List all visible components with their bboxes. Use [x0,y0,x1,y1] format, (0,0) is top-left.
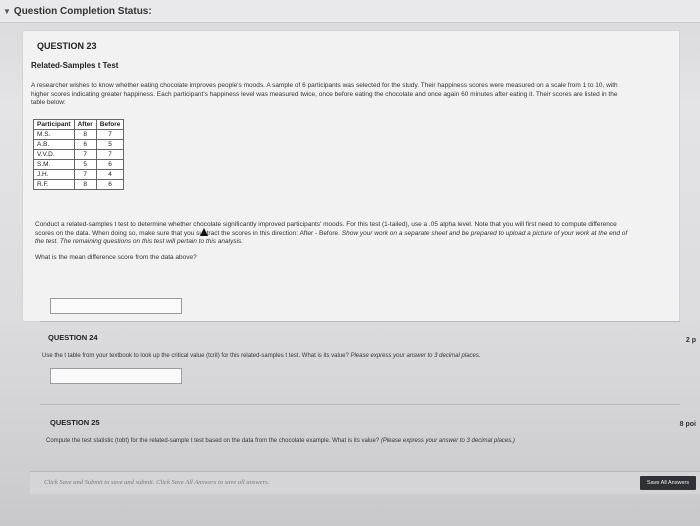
question-24-title: QUESTION 24 [48,333,98,342]
after-cell: 5 [74,160,96,170]
question-24-block [40,333,680,360]
question-23-instructions [35,221,635,247]
table-header: After [74,120,96,130]
table-row [34,170,124,180]
question-24-body: Use the t table from your textbook to look up the critical value (tcrit) for this related-samples t test. What is its value? [42,353,349,359]
question-25-points: 8 poi [679,421,696,428]
participant-cell: M.S. [34,130,75,140]
after-cell: 6 [74,140,96,150]
participant-cell: S.M. [34,160,75,170]
table-row [34,140,124,150]
question-completion-status-bar[interactable] [0,0,700,23]
mouse-cursor-icon [200,228,208,236]
question-23-subtitle: Related-Samples t Test [31,61,119,70]
before-cell: 7 [96,150,124,160]
submit-instructions: Click Save and Submit to save and submit. Click Save All Answers to save all answers. [44,479,270,486]
question-24-emphasis: Please express your answer to 3 decimal places. [350,353,481,359]
question-25-title: QUESTION 25 [50,418,100,427]
save-all-answers-button[interactable]: Save All Answers [640,476,696,490]
before-cell: 6 [96,180,124,190]
submit-bar [30,471,700,494]
table-header-row [34,120,124,130]
before-cell: 5 [96,140,124,150]
question-25-text [46,437,616,445]
question-25-block [40,418,680,445]
divider [40,404,680,405]
table-row [34,150,124,160]
scores-table [33,119,124,190]
question-23-panel [22,30,680,322]
after-cell: 7 [74,170,96,180]
instructions-emphasis: Show your work on a separate sheet and be prepared to upload a picture of your work at the end of the test. The remaining questions on this test will pertain to this analysis. [35,229,628,245]
question-23-intro: A researcher wishes to know whether eating chocolate improves people's moods. A sample of 6 participants was selected for the study. Their happiness scores were measured on a scale from 1 to 10, with higher scores indicating greater happiness. Each participant's happiness level was measured twice, once before eating the chocolate and once again 60 minutes after eating it. Their scores are listed in the table below: [31,82,618,106]
table-header: Participant [34,120,75,130]
before-cell: 6 [96,160,124,170]
divider [40,321,680,322]
before-cell: 7 [96,130,124,140]
after-cell: 8 [74,130,96,140]
table-row [34,130,124,140]
question-24-text [42,352,680,360]
question-25-body: Compute the test statistic (tobt) for the related-sample t test based on the data from the chocolate example. What is its value? [46,438,380,444]
instructions-text: Conduct a related-samples t test to determine whether chocolate significantly improved participants' moods. For this test (1-tailed), use a .05 alpha level. Note that you will first need to compute difference scores on the data. When doing so, make sure that you subtract the scores in this direction: After - Before. [35,221,617,237]
question-23-answer-input[interactable] [50,298,182,314]
status-label: Question Completion Status: [13,5,152,17]
question-23-prompt: What is the mean difference score from the data above? [35,254,197,261]
expand-triangle-icon[interactable]: ▼ [3,6,11,16]
question-25-emphasis: (Please express your answer to 3 decimal places.) [380,438,515,444]
question-23-title: QUESTION 23 [37,41,97,51]
table-row [34,180,124,190]
question-24-points: 2 p [685,337,696,344]
before-cell: 4 [96,170,124,180]
participant-cell: J.H. [34,170,75,180]
participant-cell: A.B. [34,140,75,150]
after-cell: 7 [74,150,96,160]
participant-cell: V.V.D. [34,150,75,160]
table-row [34,160,124,170]
participant-cell: R.F. [34,180,75,190]
question-24-answer-input[interactable] [50,368,182,384]
after-cell: 8 [74,180,96,190]
table-header: Before [96,120,124,130]
